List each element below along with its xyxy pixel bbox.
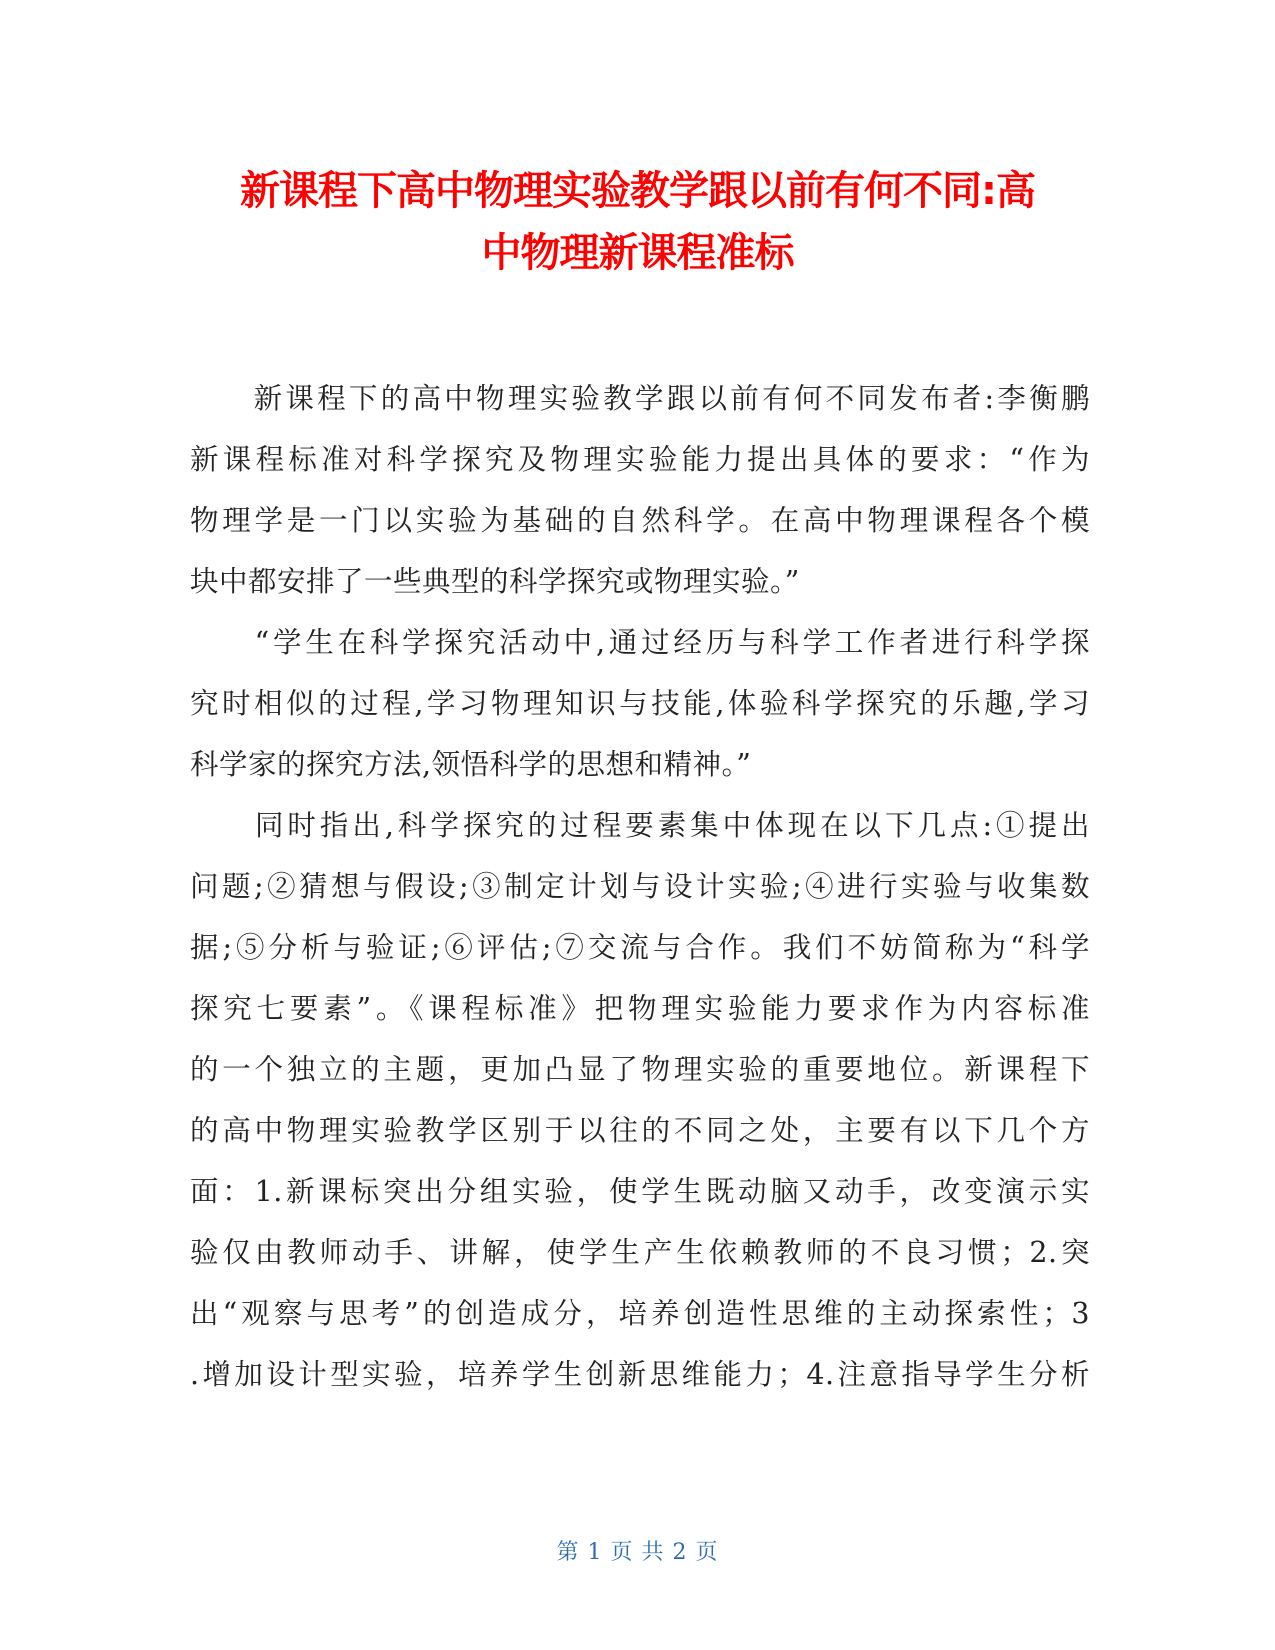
body-text-line: 同时指出,科学探究的过程要素集中体现在以下几点:①提出 xyxy=(190,809,1090,842)
body-text-line: 新课程下的高中物理实验教学跟以前有何不同发布者:李衡鹏 xyxy=(190,382,1090,415)
footer-total-pages: 2 xyxy=(672,1540,688,1565)
body-text-line: 块中都安排了一些典型的科学探究或物理实验。” xyxy=(190,565,800,598)
page-footer xyxy=(0,1535,1275,1566)
body-text-line: 新课程标准对科学探究及物理实验能力提出具体的要求：“作为 xyxy=(190,443,1090,476)
body-text-line: 探究七要素”。《课程标准》把物理实验能力要求作为内容标准 xyxy=(190,992,1090,1025)
body-text-line: “学生在科学探究活动中,通过经历与科学工作者进行科学探 xyxy=(190,626,1090,659)
body-text-line: 究时相似的过程,学习物理知识与技能,体验科学探究的乐趣,学习 xyxy=(190,687,1090,720)
footer-current-page: 1 xyxy=(587,1540,603,1565)
document-title xyxy=(140,160,1135,284)
footer-suffix: 页 xyxy=(695,1540,719,1565)
body-text-line: 物理学是一门以实验为基础的自然科学。在高中物理课程各个模 xyxy=(190,504,1090,537)
title-line-2: 中物理新课程准标 xyxy=(481,230,794,276)
body-text-line: 据;⑤分析与验证;⑥评估;⑦交流与合作。我们不妨简称为“科学 xyxy=(190,931,1090,964)
body-text-line: 的高中物理实验教学区别于以往的不同之处，主要有以下几个方 xyxy=(190,1114,1090,1147)
body-text-line: 问题;②猜想与假设;③制定计划与设计实验;④进行实验与收集数 xyxy=(190,870,1090,903)
body-text-line: 的一个独立的主题，更加凸显了物理实验的重要地位。新课程下 xyxy=(190,1053,1090,1086)
body-text-line: .增加设计型实验，培养学生创新思维能力；4.注意指导学生分析 xyxy=(190,1358,1090,1391)
document-body xyxy=(190,368,1090,1405)
body-text-line: 验仅由教师动手、讲解，使学生产生依赖教师的不良习惯；2.突 xyxy=(190,1236,1090,1269)
body-text-line: 科学家的探究方法,领悟科学的思想和精神。” xyxy=(190,748,752,781)
footer-mid: 页 共 xyxy=(610,1540,665,1565)
body-text-line: 面：1.新课标突出分组实验，使学生既动脑又动手，改变演示实 xyxy=(190,1175,1090,1208)
footer-prefix: 第 xyxy=(556,1540,580,1565)
title-line-1: 新课程下高中物理实验教学跟以前有何不同:高 xyxy=(240,168,1035,214)
body-text-line: 出“观察与思考”的创造成分，培养创造性思维的主动探索性；3 xyxy=(190,1297,1090,1330)
